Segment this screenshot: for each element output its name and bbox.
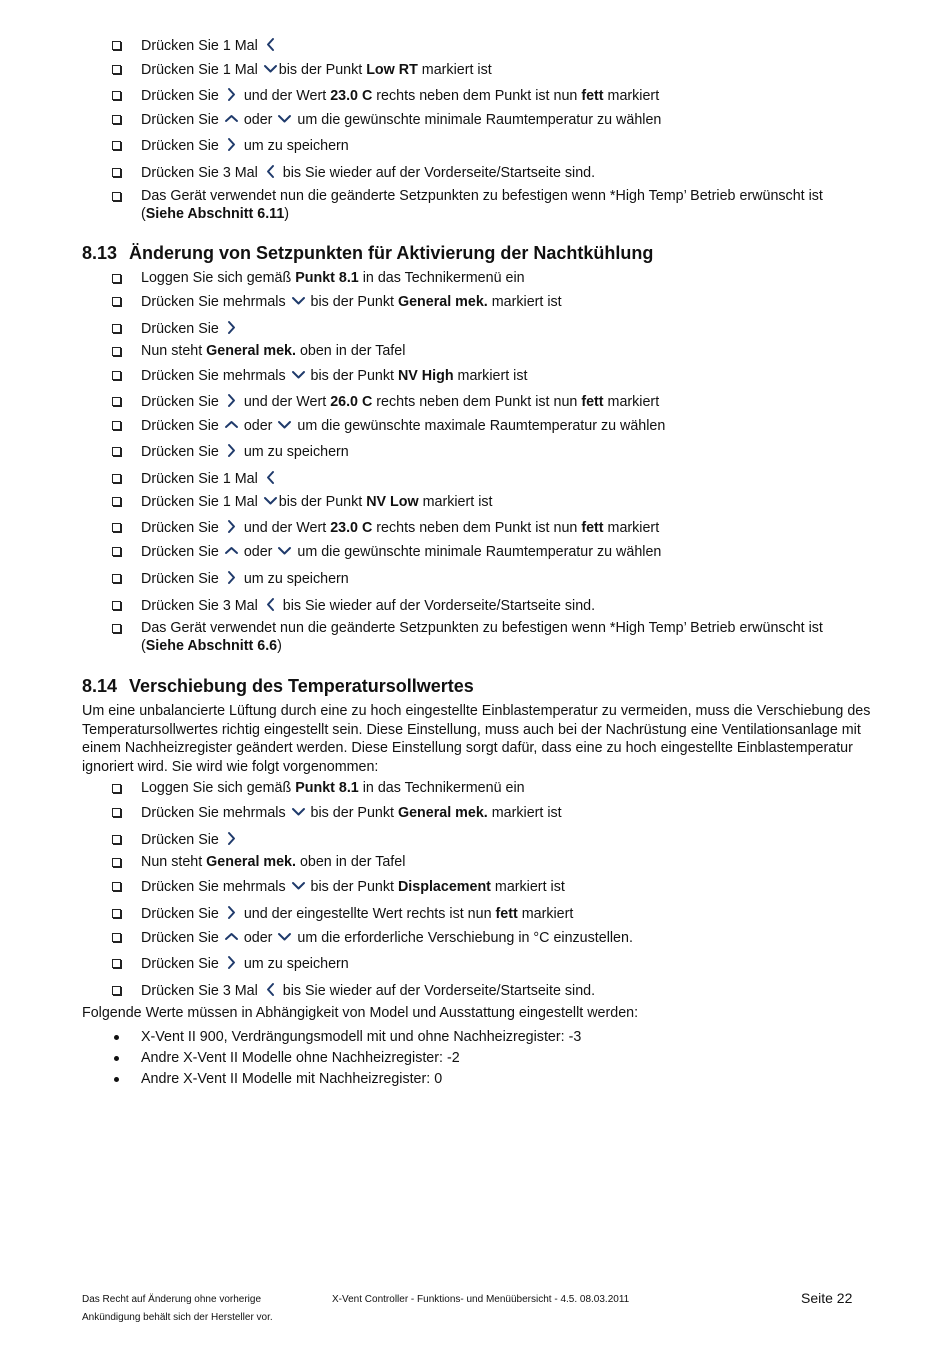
step-text: markiert: [517, 906, 574, 922]
step-text: bis der Punkt: [306, 368, 398, 384]
step-item: [141, 87, 659, 105]
footer-disclaimer-line2: Ankündigung behält sich der Hersteller vor.: [82, 1312, 273, 1323]
step-item: [141, 320, 240, 338]
step-item: [141, 519, 659, 537]
step-text: Drücken Sie: [141, 112, 223, 128]
step-text: Drücken Sie 1 Mal: [141, 471, 262, 487]
step-item: [141, 37, 279, 55]
step-text: Drücken Sie: [141, 88, 223, 104]
footer-document-title: X-Vent Controller - Funktions- und Menüübersicht - 4.5. 08.03.2011: [332, 1294, 630, 1305]
checkbox-bullet: [112, 497, 121, 506]
step-text: um die gewünschte maximale Raumtemperatur zu wählen: [293, 418, 666, 434]
step-text: oder: [239, 930, 277, 946]
bold-term: NV High: [397, 368, 454, 384]
step-item: [141, 111, 661, 129]
step-text: Drücken Sie 3 Mal: [141, 983, 262, 999]
step-text: Drücken Sie 1 Mal: [141, 38, 262, 54]
step-text: Loggen Sie sich gemäß: [141, 780, 296, 796]
bold-term: fett: [581, 394, 604, 410]
step-text: markiert ist: [490, 879, 565, 895]
step-item: [141, 620, 823, 637]
step-item-continuation: [141, 206, 289, 223]
chevron-right-icon: [224, 905, 239, 920]
step-item: [141, 804, 562, 822]
footer-disclaimer-line1: Das Recht auf Änderung ohne vorherige: [82, 1294, 262, 1305]
checkbox-bullet: [112, 192, 121, 201]
step-item: [141, 443, 349, 461]
step-text: Drücken Sie 3 Mal: [141, 598, 262, 614]
step-item: [141, 854, 405, 871]
chevron-up-icon: [224, 417, 239, 432]
step-text: und der Wert: [239, 88, 331, 104]
step-item-continuation: [141, 638, 282, 655]
step-text: rechts neben dem Punkt ist nun: [372, 520, 582, 536]
chevron-down-icon: [277, 929, 292, 944]
step-item: [141, 137, 349, 155]
bold-term: General mek.: [397, 294, 488, 310]
step-item: [141, 61, 492, 79]
checkbox-bullet: [112, 882, 121, 891]
step-text: Drücken Sie: [141, 394, 223, 410]
step-text: Drücken Sie: [141, 520, 223, 536]
step-text: um zu speichern: [239, 138, 349, 154]
bold-term: Displacement: [397, 879, 491, 895]
step-text: (: [141, 638, 146, 654]
checkbox-bullet: [112, 574, 121, 583]
bold-term: Punkt 8.1: [295, 270, 359, 286]
step-text: Das Gerät verwendet nun die geänderte Setzpunkten zu befestigen wenn *High Temp’ Betrieb erwünscht ist: [141, 188, 823, 204]
chevron-left-icon: [263, 470, 278, 485]
step-text: Drücken Sie: [141, 321, 223, 337]
step-text: oder: [239, 112, 277, 128]
step-item: [141, 780, 525, 797]
step-text: in das Technikermenü ein: [358, 270, 525, 286]
checkbox-bullet: [112, 91, 121, 100]
section-title: Verschiebung des Temperatursollwertes: [129, 676, 474, 696]
step-item: [141, 417, 665, 435]
step-text: rechts neben dem Punkt ist nun: [372, 88, 582, 104]
step-text: um zu speichern: [239, 444, 349, 460]
step-text: um die gewünschte minimale Raumtemperatur zu wählen: [293, 112, 662, 128]
step-item: [141, 470, 279, 488]
checkbox-bullet: [112, 115, 121, 124]
step-text: bis der Punkt: [306, 805, 398, 821]
step-item: [141, 343, 405, 360]
step-text: Drücken Sie mehrmals: [141, 368, 290, 384]
step-text: Drücken Sie 1 Mal: [141, 494, 262, 510]
bold-term: 26.0 C: [330, 394, 373, 410]
bold-term: fett: [581, 520, 604, 536]
checkbox-bullet: [112, 347, 121, 356]
chevron-down-icon: [291, 878, 306, 893]
step-text: Nun steht: [141, 343, 207, 359]
step-text: Drücken Sie 1 Mal: [141, 62, 262, 78]
step-text: bis der Punkt: [306, 879, 398, 895]
chevron-right-icon: [224, 955, 239, 970]
step-text: bis Sie wieder auf der Vorderseite/Startseite sind.: [278, 165, 596, 181]
step-text: ): [277, 638, 282, 654]
chevron-right-icon: [224, 137, 239, 152]
step-item: [141, 164, 595, 182]
bold-term: 23.0 C: [330, 520, 373, 536]
step-item: [141, 905, 573, 923]
chevron-down-icon: [277, 543, 292, 558]
step-text: und der Wert: [239, 520, 331, 536]
chevron-down-icon: [277, 417, 292, 432]
chevron-down-icon: [291, 293, 306, 308]
checkbox-bullet: [112, 324, 121, 333]
step-item: [141, 570, 349, 588]
checkbox-bullet: [112, 371, 121, 380]
chevron-down-icon: [277, 111, 292, 126]
step-text: Loggen Sie sich gemäß: [141, 270, 296, 286]
checkbox-bullet: [112, 784, 121, 793]
step-text: oben in der Tafel: [295, 343, 406, 359]
checkbox-bullet: [112, 835, 121, 844]
step-text: markiert ist: [418, 494, 493, 510]
step-item: [141, 982, 595, 1000]
step-text: Drücken Sie: [141, 906, 223, 922]
checkbox-bullet: [112, 297, 121, 306]
step-text: bis der Punkt: [306, 294, 398, 310]
step-item: [141, 393, 659, 411]
bold-term: Low RT: [366, 62, 418, 78]
chevron-up-icon: [224, 543, 239, 558]
step-text: bis der Punkt: [278, 62, 367, 78]
step-text: um die erforderliche Verschiebung in °C einzustellen.: [293, 930, 633, 946]
chevron-down-icon: [291, 367, 306, 382]
checkbox-bullet: [112, 909, 121, 918]
step-text: Drücken Sie: [141, 418, 223, 434]
section-number: 8.13: [82, 243, 118, 263]
step-text: Drücken Sie: [141, 956, 223, 972]
chevron-right-icon: [224, 443, 239, 458]
checkbox-bullet: [112, 397, 121, 406]
bullet-dot: [114, 1035, 119, 1040]
checkbox-bullet: [112, 808, 121, 817]
step-text: Nun steht: [141, 854, 207, 870]
bold-term: Siehe Abschnitt 6.6: [145, 638, 278, 654]
chevron-left-icon: [263, 597, 278, 612]
step-text: markiert ist: [487, 805, 562, 821]
step-item: [141, 831, 240, 849]
step-item: [141, 597, 595, 615]
checkbox-bullet: [112, 959, 121, 968]
checkbox-bullet: [112, 933, 121, 942]
step-text: markiert: [603, 88, 660, 104]
section-814-heading: [82, 676, 474, 697]
step-text: ): [284, 206, 290, 222]
bold-term: General mek.: [397, 805, 488, 821]
checkbox-bullet: [112, 447, 121, 456]
checkbox-bullet: [112, 547, 121, 556]
step-item: [141, 929, 633, 947]
section-number: 8.14: [82, 676, 118, 696]
step-text: oder: [239, 544, 277, 560]
checkbox-bullet: [112, 41, 121, 50]
step-text: bis Sie wieder auf der Vorderseite/Startseite sind.: [278, 983, 596, 999]
step-text: um die gewünschte minimale Raumtemperatur zu wählen: [293, 544, 662, 560]
step-text: oder: [239, 418, 277, 434]
step-item: [141, 188, 823, 205]
bold-term: NV Low: [366, 494, 419, 510]
section-814-intro: Um eine unbalancierte Lüftung durch eine zu hoch eingestellte Einblastemperatur zu vermeiden, muss die Verschiebung des Temperatursollwertes richtig eingestellt sein. Diese Einstellung, muss auch bei der Nachrüstung eine Ventilationsanlage mit einem Nachheizregister geändert werden. Diese Einstellung sorgt dafür, dass eine zu hoch eingestellte Einblastemperatur ignoriert wird. Sie wird wie folgt vorgenommen:: [82, 703, 871, 775]
checkbox-bullet: [112, 986, 121, 995]
bold-term: Punkt 8.1: [295, 780, 359, 796]
section-813-heading: [82, 243, 653, 264]
chevron-left-icon: [263, 164, 278, 179]
step-item: [141, 293, 562, 311]
step-text: Drücken Sie mehrmals: [141, 294, 290, 310]
bold-term: General mek.: [206, 854, 296, 870]
chevron-right-icon: [224, 393, 239, 408]
checkbox-bullet: [112, 474, 121, 483]
checkbox-bullet: [112, 274, 121, 283]
step-text: markiert ist: [453, 368, 528, 384]
checkbox-bullet: [112, 65, 121, 74]
chevron-left-icon: [263, 37, 278, 52]
step-text: und der Wert: [239, 394, 331, 410]
step-text: Drücken Sie 3 Mal: [141, 165, 262, 181]
step-item: [141, 493, 493, 511]
step-text: Drücken Sie: [141, 832, 223, 848]
bold-term: fett: [581, 88, 604, 104]
step-text: um zu speichern: [239, 956, 349, 972]
bold-term: General mek.: [206, 343, 296, 359]
step-text: markiert ist: [487, 294, 562, 310]
checkbox-bullet: [112, 421, 121, 430]
chevron-up-icon: [224, 929, 239, 944]
checkbox-bullet: [112, 858, 121, 867]
checkbox-bullet: [112, 601, 121, 610]
section-814-after-text: Folgende Werte müssen in Abhängigkeit von Model und Ausstattung eingestellt werden:: [82, 1005, 639, 1021]
bold-term: fett: [495, 906, 518, 922]
step-item: [141, 270, 525, 287]
bold-term: Siehe Abschnitt 6.11: [145, 206, 285, 222]
chevron-right-icon: [224, 519, 239, 534]
step-text: und der eingestellte Wert rechts ist nun: [239, 906, 496, 922]
step-item: [141, 367, 527, 385]
step-text: Drücken Sie: [141, 930, 223, 946]
step-text: oben in der Tafel: [295, 854, 406, 870]
step-text: Das Gerät verwendet nun die geänderte Setzpunkten zu befestigen wenn *High Temp’ Betrieb erwünscht ist: [141, 620, 823, 636]
step-text: Drücken Sie: [141, 544, 223, 560]
page-number: Seite 22: [801, 1290, 853, 1306]
checkbox-bullet: [112, 141, 121, 150]
chevron-left-icon: [263, 982, 278, 997]
chevron-down-icon: [291, 804, 306, 819]
step-text: Drücken Sie mehrmals: [141, 805, 290, 821]
chevron-up-icon: [224, 111, 239, 126]
step-text: um zu speichern: [239, 571, 349, 587]
bullet-dot: [114, 1056, 119, 1061]
chevron-right-icon: [224, 831, 239, 846]
chevron-down-icon: [263, 61, 278, 76]
step-text: Drücken Sie mehrmals: [141, 879, 290, 895]
chevron-right-icon: [224, 87, 239, 102]
step-item: [141, 955, 349, 973]
checkbox-bullet: [112, 523, 121, 532]
step-text: markiert: [603, 520, 660, 536]
step-text: bis Sie wieder auf der Vorderseite/Startseite sind.: [278, 598, 596, 614]
step-text: bis der Punkt: [278, 494, 367, 510]
bold-term: 23.0 C: [330, 88, 373, 104]
section-title: Änderung von Setzpunkten für Aktivierung der Nachtkühlung: [129, 243, 654, 263]
checkbox-bullet: [112, 168, 121, 177]
bullet-item: X-Vent II 900, Verdrängungsmodell mit und ohne Nachheizregister: -3: [141, 1029, 582, 1045]
step-text: Drücken Sie: [141, 138, 223, 154]
bullet-item: Andre X-Vent II Modelle ohne Nachheizregister: -2: [141, 1050, 460, 1066]
step-item: [141, 878, 565, 896]
chevron-right-icon: [224, 320, 239, 335]
step-text: Drücken Sie: [141, 571, 223, 587]
step-text: markiert ist: [417, 62, 492, 78]
step-text: (: [141, 206, 146, 222]
checkbox-bullet: [112, 624, 121, 633]
chevron-right-icon: [224, 570, 239, 585]
step-text: in das Technikermenü ein: [358, 780, 525, 796]
bullet-item: Andre X-Vent II Modelle mit Nachheizregister: 0: [141, 1071, 443, 1087]
bullet-dot: [114, 1077, 119, 1082]
step-text: markiert: [603, 394, 660, 410]
step-text: rechts neben dem Punkt ist nun: [372, 394, 582, 410]
step-text: Drücken Sie: [141, 444, 223, 460]
step-item: [141, 543, 661, 561]
chevron-down-icon: [263, 493, 278, 508]
